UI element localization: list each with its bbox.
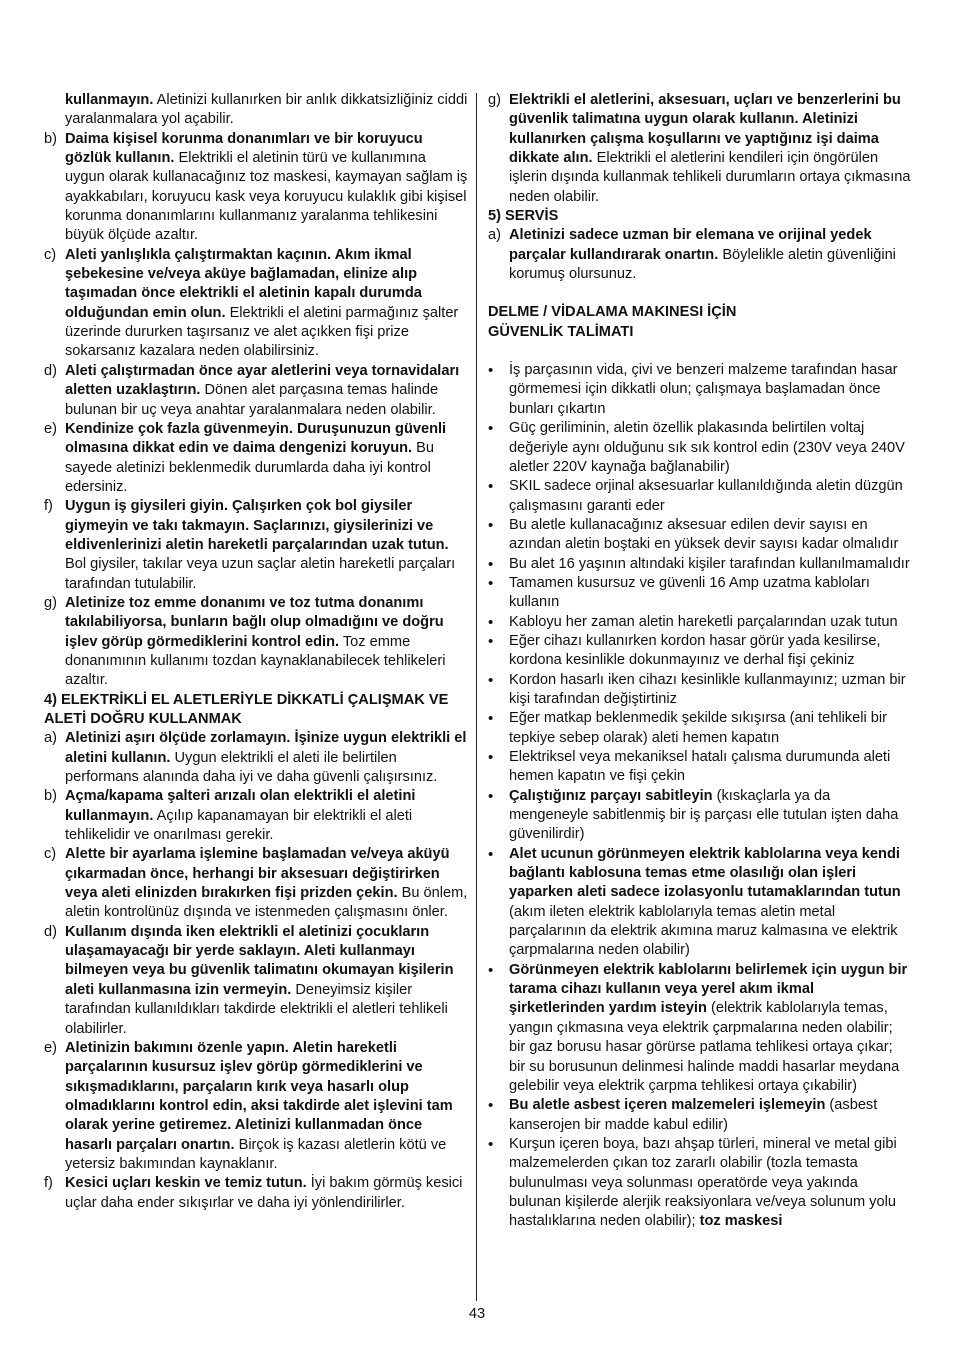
bullet-icon: • <box>488 749 494 766</box>
item-marker: c) <box>44 846 57 863</box>
list-item: d) Kullanım dışında iken elektrikli el aletinizi çocukların ulaşamayacağı bir yerde saklayın. Aleti kullanmayı bilmeyen veya bu güvenlik talimatını okumayan kişilerin aleti kullanmasına izin vermeyin. Deneyimsiz kişiler tarafından kullanıldıkları takdirde elektrikli el aletleri tehlikeli olabilirler. <box>44 923 454 1037</box>
bullet-item: • Eğer matkap beklenmedik şekilde sıkışırsa (ani tehlikeli bir tepkiye sebep olarak) aleti hemen kapatın <box>488 710 887 746</box>
item-marker: g) <box>488 92 501 108</box>
bullet-item: • Eğer cihazı kullanırken kordon hasar görür yada kesilirse, kordona kesinlikle dokunmayınız ve derhal fişi çekiniz <box>488 632 881 669</box>
bullet-item: • Kordon hasarlı iken cihazı kesinlikle kullanmayınız; uzman bir kişi tarafından değiştirtiniz <box>488 671 906 707</box>
item-marker: f) <box>44 498 53 515</box>
bullet-icon: • <box>488 613 494 631</box>
column-divider <box>476 93 477 1301</box>
drill-safety-bullets <box>488 361 912 1231</box>
page-number: 43 <box>468 1306 486 1322</box>
bullet-icon: • <box>488 710 494 728</box>
bullet-icon: • <box>488 555 494 573</box>
item-marker: b) <box>44 788 57 805</box>
bullet-item: • Tamamen kusursuz ve güvenli 16 Amp uzatma kabloları kullanın <box>488 574 870 611</box>
bullet-item: • Kabloyu her zaman aletin hareketli parçalarından uzak tutun <box>488 613 898 631</box>
bullet-item: • Bu aletle kullanacağınız aksesuar edilen devir sayısı en azından aletin boştaki en yüksek devir sayısı kadar olmalıdır <box>488 516 899 553</box>
bullet-icon: • <box>488 478 494 496</box>
item-marker: g) <box>44 594 57 611</box>
bullet-item: • Bu aletle asbest içeren malzemeleri işlemeyin (asbest kanserojen bir madde kabul edilir) <box>488 1097 878 1133</box>
list-item: c) Aleti yanlışlıkla çalıştırmaktan kaçının. Akım ikmal şebekesine ve/veya aküye bağlamadan, elinize alıp taşımadan önce elektrikli el aletinin kapalı durumda olduğundan emin olun. Elektrikli el aletini parmağınız şalter üzerinde dururken taşırsanız ve alet açıkken fişi prize sokarsanız kazalara neden olabilirsiniz. <box>44 246 459 360</box>
bullet-item: • Görünmeyen elektrik kablolarını belirlemek için uygun bir tarama cihazı kullanın veya yerel akım ikmal şirketlerinden yardım isteyin (elektrik kablolarıyla temas, yangın çıkmasına veya elektrik çarpmalarına neden olabilir; bir gaz borusu hasar görürse patlama tehlikesi ortaya çıkar; bir su borusunun delinmesi halinde maddi hasarlar meydana gelebilir veya elektrik çarpma tehlikesi ortaya çıkabilir) <box>488 961 908 1094</box>
bullet-item: • Bu alet 16 yaşının altındaki kişiler tarafından kullanılmamalıdır <box>488 555 910 573</box>
bullet-icon: • <box>488 1097 494 1115</box>
bullet-item: • İş parçasının vida, çivi ve benzeri malzeme tarafından hasar görmemesi için dikkatli olun; çalışmaya başlamadan önce bunları çıkartın <box>488 362 898 417</box>
item-marker: a) <box>44 730 57 747</box>
bullet-icon: • <box>488 632 494 650</box>
list-item: c) Alette bir ayarlama işlemine başlamadan ve/veya aküyü çıkarmadan önce, herhangi bir aksesuarı değiştirirken veya aleti elinizden bırakırken fişi prizden çekin. Bu önlem, aletin kontrolünüz dışında ve istenmeden çalışmasını önler. <box>44 846 468 921</box>
bullet-icon: • <box>488 787 494 805</box>
bullet-item: • Elektriksel veya mekaniksel hatalı çalısma durumunda aleti hemen kapatın ve fişi çekin <box>488 749 891 785</box>
bullet-icon: • <box>488 845 494 863</box>
list-item: f) Kesici uçları keskin ve temiz tutun. İyi bakım görmüş kesici uçlar daha ender sıkışırlar ve daha iyi yönlendirilirler. <box>44 1175 463 1211</box>
list-item: b) Açma/kapama şalteri arızalı olan elektrikli el aletini kullanmayın. Açılıp kapanamayan bir elektrikli el aleti tehlikelidir ve onarılması gerekir. <box>44 788 416 844</box>
item-marker: d) <box>44 362 57 379</box>
item-marker: b) <box>44 130 57 147</box>
section-4-heading: 4) ELEKTRİKLİ EL ALETLERİYLE DİKKATLİ ÇALIŞMAK VE ALETİ DOĞRU KULLANMAK <box>44 691 449 727</box>
bullet-icon: • <box>488 574 494 592</box>
section-5-list <box>488 226 912 284</box>
section-4-list <box>44 729 468 1213</box>
list-item: d) Aleti çalıştırmadan önce ayar aletlerini veya tornavidaları aletten uzaklaştırın. Dönen alet parçasına temas halinde bulunan bir uç veya anahtar yaralanmalara neden olabilir. <box>44 362 460 418</box>
bullet-icon: • <box>488 420 494 438</box>
section-3-list <box>44 130 468 691</box>
list-item: f) Uygun iş giysileri giyin. Çalışırken çok bol giysiler giymeyin ve takı takmayın. Saçlarınızı, giysilerinizi ve eldivenlerinizi aletin hareketli parçalarından uzak tutun. Bol giysiler, takılar veya uzun saçlar aletin hareketli parçaları tarafından tutulabilir. <box>44 498 456 592</box>
item-marker: c) <box>44 246 57 263</box>
list-item: e) Aletinizin bakımını özenle yapın. Aletin hareketli parçalarının kusursuz işlev görüp görmediklerini ve sıkışmadıklarını, parçaların kırık veya hasarlı olup olmadıklarını kontrol edin, aksi takdirde alet işlevini tam olarak yerine getiremez. Aletinizi kullanmadan önce hasarlı parçaları onartın. Birçok iş kazası aletlerin kötü ve yetersiz bakımından kaynaklanır. <box>44 1039 453 1172</box>
continued-paragraph: kullanmayın. Aletinizi kullanırken bir anlık dikkatsizliğiniz ciddi yaralanmalara yol açabilir. <box>65 92 468 128</box>
list-item: a) Aletinizi sadece uzman bir elemana ve orijinal yedek parçalar kullandırarak onartın. Böylelikle aletin güvenliğini korumuş olursunuz. <box>488 227 896 283</box>
bullet-icon: • <box>488 671 494 689</box>
list-item-g: g) Elektrikli el aletlerini, aksesuarı, uçları ve benzerlerini bu güvenlik talimatına uygun olarak kullanın. Aletinizi kullanırken çalışma koşullarını ve yaptığınız işi daima dikkate alın. Elektrikli el aletlerini kendileri için öngörülen işlerin dışında kullanmak tehlikeli durumların ortaya çıkmasına neden olabilir. <box>488 92 911 205</box>
bullet-icon: • <box>488 1135 494 1153</box>
bullet-item: • Güç geriliminin, aletin özellik plakasında belirtilen voltaj değeriyle aynı olduğunu sık sık kontrol edin (230V veya 240V aletler 220V kaynağa bağlanabilir) <box>488 420 905 475</box>
bullet-icon: • <box>488 516 494 534</box>
list-item: e) Kendinize çok fazla güvenmeyin. Duruşunuzun güvenli olmasına dikkat edin ve daima dengenizi koruyun. Bu sayede aletinizi beklenmedik durumlarda daha iyi kontrol edersiniz. <box>44 420 447 495</box>
bullet-item: • Çalıştığınız parçayı sabitleyin (kıskaçlarla ya da mengeneyle sabitlenmiş bir iş parçası elle tutulan işten daha güvenilirdir) <box>488 787 899 843</box>
bullet-item: • Kurşun içeren boya, bazı ahşap türleri, mineral ve metal gibi malzemelerden çıkan toz zararlı olabilir (tozla temasta bulunulması veya solunması operatörde veya yakında bulunan kişilerde alerjik reaksiyonlara ve/veya solunum yolu hastalıklarına neden olabilir); toz maskesi <box>488 1135 897 1230</box>
bullet-item: • Alet ucunun görünmeyen elektrik kablolarına veya kendi bağlantı kablosuna temas etme olasılığı olan işleri yaparken aleti sadece izolasyonlu tutamaklarından tutun (akım ileten elektrik kablolarıyla temas aletin metal parçalarının da elektrik akımına maruz kalmasına ve elektrik çarpmalarına neden olabilir) <box>488 845 901 959</box>
item-marker: f) <box>44 1175 53 1192</box>
item-marker: e) <box>44 1039 57 1056</box>
list-item: g) Aletinize toz emme donanımı ve toz tutma donanımı takılabiliyorsa, bunların bağlı olup olmadığını ve doğru işlev görüp görmediklerini kontrol edin. Toz emme donanımının kullanımı tozdan kaynaklanabilecek tehlikeleri azaltır. <box>44 594 446 689</box>
right-column <box>488 91 912 1232</box>
item-marker: e) <box>44 420 57 437</box>
bullet-icon: • <box>488 362 494 380</box>
item-marker: d) <box>44 923 57 940</box>
section-5-heading: 5) SERVİS <box>488 208 559 225</box>
list-item: a) Aletinizi aşırı ölçüde zorlamayın. İşinize uygun elektrikli el aletini kullanın. Uygun elektrikli el aleti ile belirtilen performans alanında daha iyi ve daha güvenli çalışırsınız. <box>44 730 467 786</box>
bullet-icon: • <box>488 961 494 979</box>
left-column <box>44 91 468 1213</box>
item-marker: a) <box>488 227 501 244</box>
drill-safety-heading: DELME / VİDALAMA MAKINESI İÇİN GÜVENLİK TALİMATI <box>488 304 737 340</box>
list-item: b) Daima kişisel korunma donanımları ve bir koruyucu gözlük kullanın. Elektrikli el aletinin türü ve kullanımına uygun olarak kullanacağınız toz maskesi, kaymayan sağlam iş ayakkabıları, koruyucu kask veya koruyucu kulaklık gibi kişisel korunma donanımlarını kullanmanız yaralanma tehlikesini büyük ölçüde azaltır. <box>44 130 468 244</box>
bullet-item: • SKIL sadece orjinal aksesuarlar kullanıldığında aletin düzgün çalışmasını garanti eder <box>488 478 903 514</box>
